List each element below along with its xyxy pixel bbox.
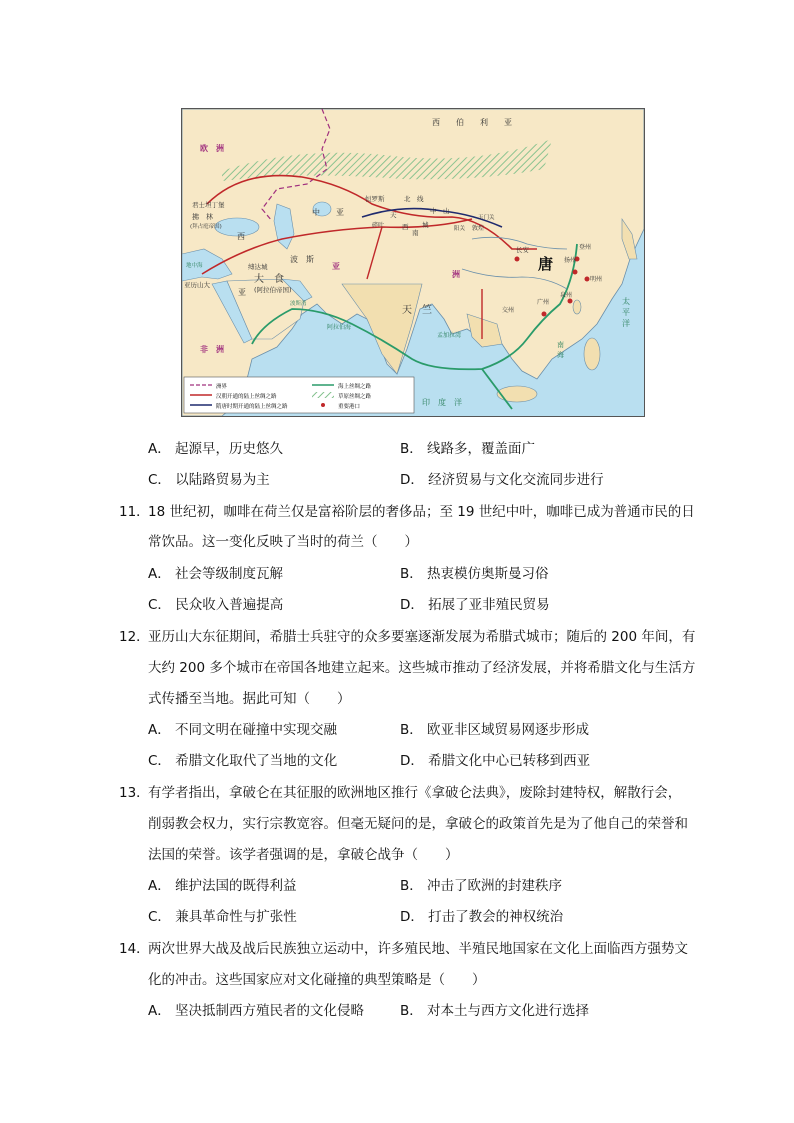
label-zhou: 洲 [452, 270, 460, 279]
q13-option-c: C． 兼具革命性与扩张性 [148, 909, 297, 925]
label-taiping: 太平洋 [622, 297, 630, 328]
label-europe: 欧 洲 [200, 144, 224, 153]
q12-option-b: B． 欧亚非区域贸易网逐步形成 [400, 722, 590, 738]
label-mingzhou: 明州 [590, 276, 603, 283]
label-bosi: 波 斯 [290, 255, 314, 264]
label-baghdad: 缚达城 [248, 263, 268, 271]
q10-option-a: A． 起源早，历史悠久 [148, 441, 284, 457]
label-arabian-sea: 阿拉伯海 [327, 324, 352, 331]
label-africa: 非 洲 [200, 345, 224, 354]
label-jiaozhou: 交州 [502, 307, 515, 314]
label-north-route: 北 线 [404, 195, 424, 203]
legend-steppe-swatch [312, 392, 334, 398]
label-alexandria: 亚历山大 [184, 281, 210, 289]
label-dunhuang: 敦煌 [472, 225, 485, 232]
q12-option-d: D． 希腊文化中心已转移到西亚 [400, 753, 591, 769]
q10-option-c: C． 以陆路贸易为主 [148, 472, 270, 488]
label-yangzhou: 扬州 [564, 257, 577, 264]
q11-line-1: 18 世纪初，咖啡在荷兰仅是富裕阶层的奢侈品；至 19 世纪中叶，咖啡已成为普通市民的日 [148, 504, 695, 520]
q10-option-b: B． 线路多，覆盖面广 [400, 441, 536, 457]
label-dashi: 大 食 [254, 274, 284, 285]
label-hengluosi: 恒罗斯 [365, 195, 385, 203]
label-ya: 亚 [238, 288, 246, 297]
q11-option-a: A． 社会等级制度瓦解 [148, 566, 284, 582]
q13-option-a: A． 维护法国的既得利益 [148, 878, 297, 894]
q10-option-d: D． 经济贸易与文化交流同步进行 [400, 472, 604, 488]
q13-number: 13． [119, 785, 150, 801]
q11-line-2: 常饮品。这一变化反映了当时的荷兰（ ） [148, 534, 418, 550]
port-yangzhou [573, 270, 578, 275]
q14-option-b: B． 对本土与西方文化进行选择 [400, 1003, 590, 1019]
label-yumen: 玉门关 [478, 215, 495, 221]
island-sumatra [497, 386, 537, 402]
label-indian-ocean: 印 度 洋 [422, 398, 462, 407]
legend-han-route: 汉朝开通的陆上丝绸之路 [216, 394, 277, 400]
legend-ports: 重要港口 [338, 404, 361, 410]
label-ya-region: 亚 [332, 262, 340, 271]
label-changan: 长安 [516, 246, 529, 254]
label-tianzhu: 天 竺 [402, 305, 432, 316]
q13-line-2: 削弱教会权力，实行宗教宽容。但毫无疑问的是，拿破仑的政策首先是为了他自己的荣誉和 [148, 816, 688, 832]
q12-line-2: 大约 200 多个城市在帝国各地建立起来。这些城市推动了经济发展，并将希腊文化与生活方 [148, 660, 696, 676]
label-suiye: 碎叶 [372, 222, 385, 229]
label-yangguan: 阳关 [454, 226, 466, 232]
label-nanhai: 南海 [557, 341, 564, 359]
label-mid-route: 中 山 [430, 207, 450, 215]
q12-line-1: 亚历山大东征期间，希腊士兵驻守的众多要塞逐渐发展为希腊式城市；随后的 200 年间，有 [148, 629, 696, 645]
label-guangzhou: 广州 [537, 299, 550, 306]
q12-option-c: C． 希腊文化取代了当地的文化 [148, 753, 338, 769]
q12-line-3: 式传播至当地。据此可知（ ） [148, 691, 351, 707]
label-central-asia: 中 亚 [312, 208, 344, 217]
label-south-route: 南 [412, 229, 419, 237]
q13-option-d: D． 打击了教会的神权统治 [400, 909, 564, 925]
q14-line-2: 化的冲击。这些国家应对文化碰撞的典型策略是（ ） [148, 972, 486, 988]
q13-line-1: 有学者指出，拿破仑在其征服的欧洲地区推行《拿破仑法典》，废除封建特权，解散行会， [148, 785, 682, 801]
label-xi2: 西 [402, 223, 409, 231]
label-xi: 西 [237, 232, 245, 241]
legend-sea-route: 海上丝绸之路 [338, 384, 372, 390]
island-philippines [584, 338, 600, 370]
label-mediterranean: 地中海 [186, 263, 203, 269]
label-bengal: 孟加拉湾 [437, 332, 462, 339]
legend-port-swatch [321, 403, 325, 407]
legend-steppe-route: 草原丝绸之路 [338, 394, 372, 400]
q14-option-a: A． 坚决抵制西方殖民者的文化侵略 [148, 1003, 365, 1019]
city-changan-dot [515, 257, 520, 262]
q13-line-3: 法国的荣誉。该学者强调的是，拿破仑战争（ ） [148, 847, 459, 863]
label-fulin-sub: (拜占庭帝国) [190, 224, 222, 230]
legend-sui-route: 隋唐时期开通的陆上丝绸之路 [216, 404, 288, 410]
port-mingzhou [585, 277, 590, 282]
label-quanzhou: 泉州 [560, 292, 573, 299]
map-canvas [182, 109, 644, 416]
label-constantinople: 君士坦丁堡 [192, 201, 225, 209]
q11-option-d: D． 拓展了亚非殖民贸易 [400, 597, 550, 613]
label-dashi-sub: (阿拉伯帝国) [254, 286, 292, 294]
port-quanzhou [568, 299, 573, 304]
q14-number: 14． [119, 941, 150, 957]
legend-border: 洲界 [216, 384, 228, 390]
label-tang: 唐 [538, 255, 554, 273]
map-legend [184, 377, 414, 413]
island-taiwan [573, 300, 581, 314]
q12-option-a: A． 不同文明在碰撞中实现交融 [148, 722, 338, 738]
port-guangzhou [542, 312, 547, 317]
label-persian-gulf: 波斯湾 [290, 301, 307, 307]
label-tian: 天 [390, 211, 397, 219]
q12-number: 12． [119, 629, 150, 645]
q11-number: 11． [119, 504, 150, 520]
label-dengzhou: 登州 [579, 244, 592, 251]
q11-option-c: C． 民众收入普遍提高 [148, 597, 284, 613]
label-siberia: 西 伯 利 亚 [432, 118, 512, 127]
label-fulin: 拂 林 [192, 213, 213, 221]
label-cheng: 城 [422, 221, 429, 229]
q14-line-1: 两次世界大战及战后民族独立运动中，许多殖民地、半殖民地国家在文化上面临西方强势文 [148, 941, 688, 957]
q11-option-b: B． 热衷模仿奥斯曼习俗 [400, 566, 549, 582]
q13-option-b: B． 冲击了欧洲的封建秩序 [400, 878, 563, 894]
silk-road-map [181, 108, 645, 417]
